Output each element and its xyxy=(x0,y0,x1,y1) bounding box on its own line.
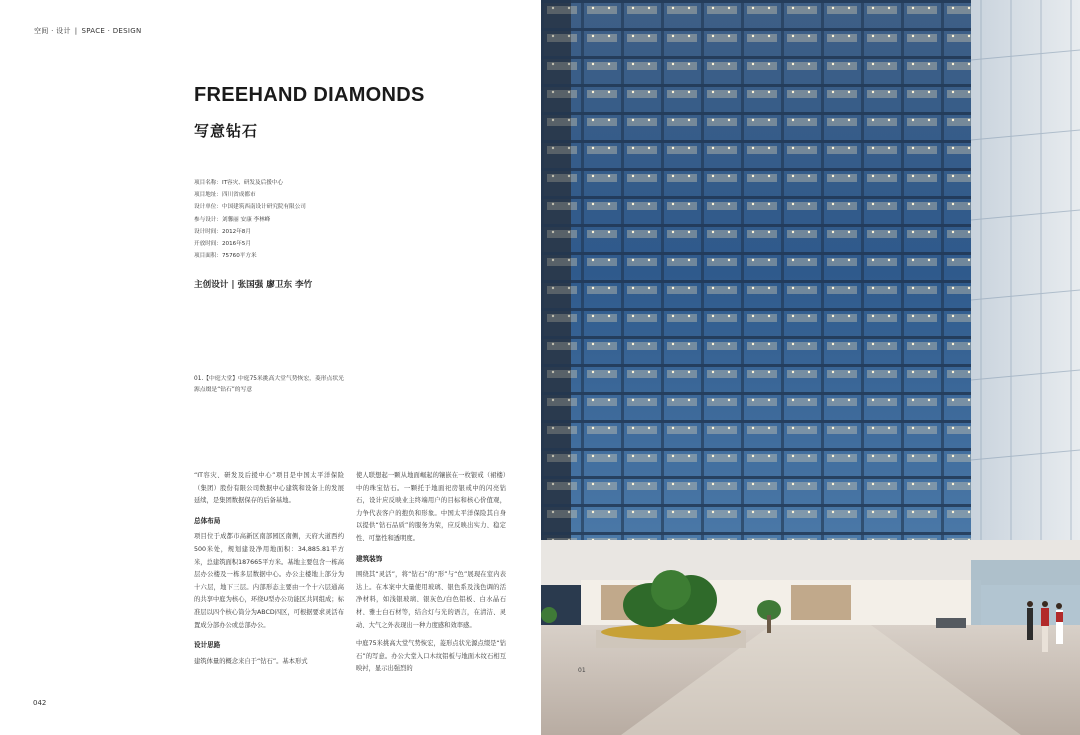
project-info-design-time: 设计时间：2012年8月 xyxy=(194,228,251,235)
section-heading-concept: 设计思路 xyxy=(194,641,221,650)
concept-paragraph: 建筑体量的概念来自于“钻石”。基本形式 xyxy=(194,657,308,665)
right-atrium-wall xyxy=(971,0,1080,560)
concept-continued-paragraph: 使人联想起一颗从地面崛起的镶嵌在一枚银戒（裙楼）中的珠宝钻石。一颗托于地面祀房银戒中的闪亮钻石，设计应反映业主终端用户的目标和核心价值观，力争代表客户的抱负和形象。中国太平洋保险其自身以提供“钻石品质”的服务为荣，应反映出实力、稳定性、可靠性和透明度。 xyxy=(356,472,506,542)
project-info-area: 项目面积：75760平方米 xyxy=(194,253,257,260)
atrium-photo xyxy=(541,0,1080,735)
section-label-en: SPACE · DESIGN xyxy=(81,27,142,35)
atrium-paragraph: 中庭75米挑高大堂气势恢宏，菱形点状光源点缀是“钻石”的写意。办公大堂入口木纹铝板与地面木纹石相互映衬，显示出强烈的 xyxy=(356,640,506,673)
article-title-en: FREEHAND DIAMONDS xyxy=(194,84,425,106)
text-column-1 xyxy=(194,470,344,668)
header-separator: | xyxy=(74,27,78,35)
decoration-paragraph: 围绕其“灵活”，将“钻石”的“形”与“色”展现在室内表达上。在本案中大量使用玻璃、银色系及浅色调的活净材料，如浅银玻璃、银灰色/白色铝板、白水晶石材、雅士白石材等，结合灯与光的语言，在清洁、灵动、大气之外表现出一种力度感和效率感。 xyxy=(356,571,506,629)
text-column-2 xyxy=(356,470,506,676)
project-info xyxy=(194,177,306,262)
project-info-open-time: 开放时间：2016年5月 xyxy=(194,241,251,248)
intro-paragraph: “IT容灾、研发及后援中心”项目是中国太平洋保险（集团）股份有限公司数据中心建筑和设备上的发展延续，是集团数据保存的后备基地。 xyxy=(194,472,344,505)
photo-number: 01 xyxy=(578,667,586,674)
lead-designers: 主创设计 | 张国强 廖卫东 李竹 xyxy=(194,280,313,290)
atrium-photo-illustration xyxy=(541,0,1080,735)
layout-paragraph: 项目位于成都市高新区南部园区南侧，天府大道西约500米处，规划建设净用地面积：34,885.81平方米，总建筑面积187665平方米。基地主要包含一栋高层办公楼及一栋多层数据中心。办公主楼地上部分为十六层，地下三层。内部形态主要由一个十六层通高的共享中庭为核心，环绕U型办公功能区共同组成；标准层以四个核心筒分为ABCD四区，可根据要求灵活布置成分部办公或总部办公。 xyxy=(194,533,344,629)
project-info-firm: 设计单位：中国建筑西南设计研究院有限公司 xyxy=(194,204,306,211)
article-title-cn: 写意钻石 xyxy=(194,122,259,140)
project-info-participants: 参与设计：刘馨丽 安康 李林峰 xyxy=(194,216,271,223)
project-info-address: 项目地址：四川省成都市 xyxy=(194,192,256,199)
page-number: 042 xyxy=(33,699,47,707)
project-info-name: 项目名称：IT容灾、研发及后援中心 xyxy=(194,180,283,186)
section-label-cn: 空间 · 设计 xyxy=(34,27,71,35)
section-heading-decoration: 建筑装饰 xyxy=(356,554,383,563)
section-heading-layout: 总体布局 xyxy=(194,516,221,525)
section-header xyxy=(34,26,142,36)
photo-caption: 01.【中庭大堂】中庭75米挑高大堂气势恢宏，菱形点状光源点缀是“钻石”的写意 xyxy=(194,376,344,393)
